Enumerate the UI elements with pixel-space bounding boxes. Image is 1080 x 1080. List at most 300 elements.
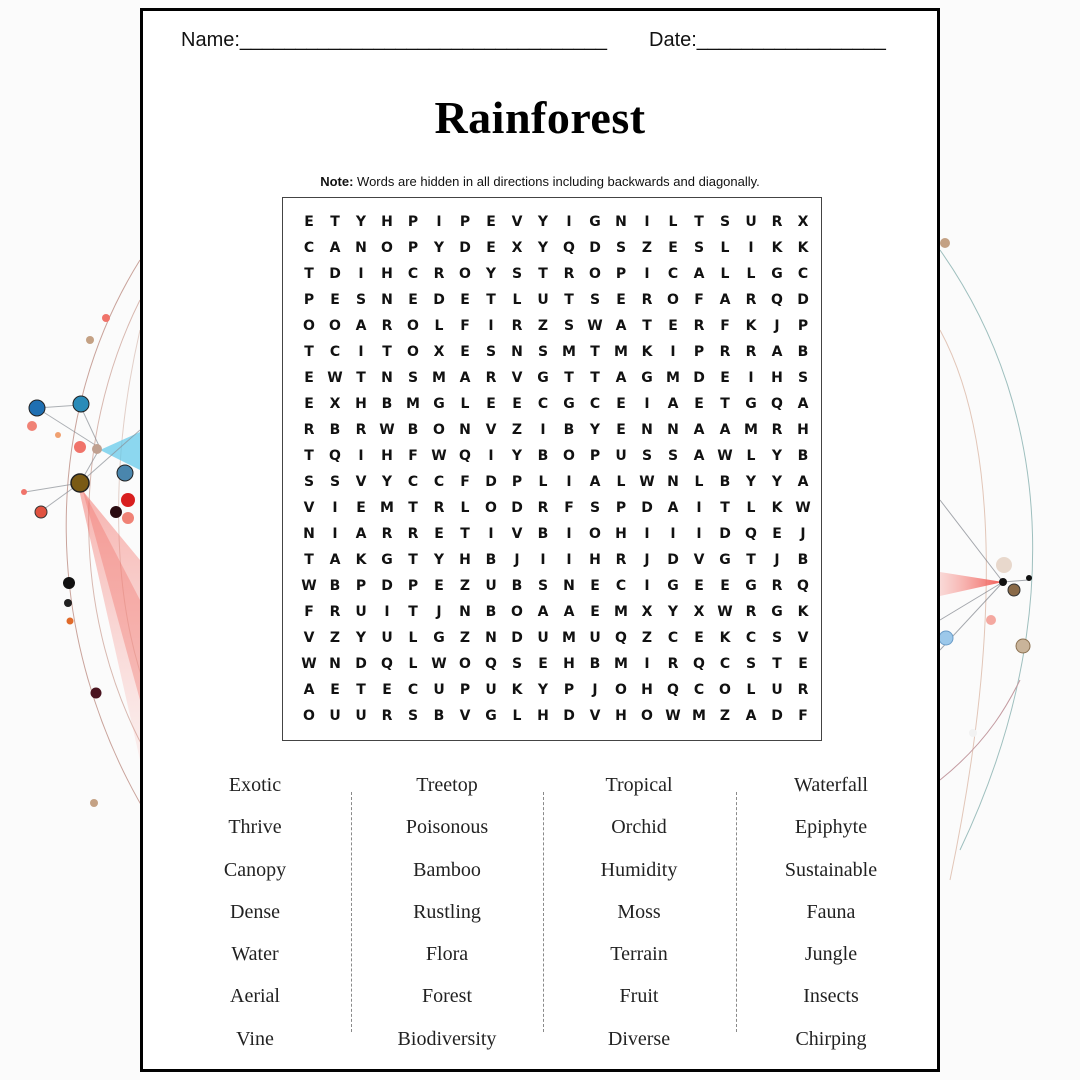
grid-letter[interactable]: Y xyxy=(433,552,445,568)
grid-letter[interactable]: L xyxy=(512,292,522,308)
grid-letter[interactable]: R xyxy=(433,266,445,282)
grid-letter[interactable]: I xyxy=(358,448,364,464)
grid-letter[interactable]: Q xyxy=(485,656,497,672)
grid-letter[interactable]: R xyxy=(303,422,315,438)
grid-letter[interactable]: A xyxy=(589,474,601,490)
grid-letter[interactable]: P xyxy=(355,578,367,594)
grid-letter[interactable]: D xyxy=(589,240,601,256)
grid-letter[interactable]: C xyxy=(667,630,679,646)
grid-letter[interactable]: E xyxy=(304,370,314,386)
grid-letter[interactable]: G xyxy=(433,630,445,646)
grid-letter[interactable]: L xyxy=(746,682,756,698)
grid-letter[interactable]: E xyxy=(616,292,626,308)
grid-letter[interactable]: Z xyxy=(511,422,523,438)
grid-letter[interactable]: R xyxy=(407,526,419,542)
grid-letter[interactable]: R xyxy=(563,266,575,282)
grid-letter[interactable]: P xyxy=(563,682,575,698)
grid-letter[interactable]: A xyxy=(693,266,705,282)
grid-letter[interactable]: H xyxy=(381,214,393,230)
grid-letter[interactable]: A xyxy=(329,240,341,256)
grid-letter[interactable]: O xyxy=(589,526,601,542)
grid-letter[interactable]: J xyxy=(592,682,598,698)
grid-letter[interactable]: I xyxy=(696,500,702,516)
grid-letter[interactable]: C xyxy=(407,682,419,698)
grid-letter[interactable]: T xyxy=(330,214,340,230)
grid-letter[interactable]: S xyxy=(407,708,419,724)
grid-letter[interactable]: P xyxy=(511,474,523,490)
grid-letter[interactable]: S xyxy=(641,448,653,464)
grid-letter[interactable]: C xyxy=(329,344,341,360)
grid-letter[interactable]: Y xyxy=(537,682,549,698)
grid-letter[interactable]: W xyxy=(379,422,395,438)
grid-letter[interactable]: J xyxy=(514,552,520,568)
grid-letter[interactable]: B xyxy=(485,552,497,568)
grid-letter[interactable]: G xyxy=(771,604,783,620)
grid-letter[interactable]: T xyxy=(408,500,418,516)
grid-letter[interactable]: A xyxy=(615,318,627,334)
grid-letter[interactable]: J xyxy=(800,526,806,542)
grid-letter[interactable]: T xyxy=(356,370,366,386)
grid-letter[interactable]: A xyxy=(355,318,367,334)
grid-letter[interactable]: N xyxy=(303,526,315,542)
grid-letter[interactable]: S xyxy=(693,240,705,256)
grid-letter[interactable]: F xyxy=(694,292,704,308)
grid-letter[interactable]: Y xyxy=(355,630,367,646)
grid-letter[interactable]: E xyxy=(330,292,340,308)
grid-letter[interactable]: S xyxy=(355,292,367,308)
grid-letter[interactable]: U xyxy=(745,214,757,230)
grid-letter[interactable]: S xyxy=(589,292,601,308)
grid-letter[interactable]: M xyxy=(614,604,628,620)
grid-letter[interactable]: G xyxy=(589,214,601,230)
grid-letter[interactable]: D xyxy=(771,708,783,724)
grid-letter[interactable]: R xyxy=(745,344,757,360)
grid-letter[interactable]: E xyxy=(460,344,470,360)
grid-letter[interactable]: W xyxy=(587,318,603,334)
grid-letter[interactable]: Z xyxy=(459,630,471,646)
grid-letter[interactable]: Y xyxy=(511,448,523,464)
grid-letter[interactable]: E xyxy=(720,370,730,386)
grid-letter[interactable]: A xyxy=(745,708,757,724)
grid-letter[interactable]: E xyxy=(486,240,496,256)
grid-letter[interactable]: W xyxy=(301,578,317,594)
grid-letter[interactable]: E xyxy=(590,578,600,594)
grid-letter[interactable]: U xyxy=(355,604,367,620)
grid-letter[interactable]: G xyxy=(537,370,549,386)
grid-letter[interactable]: I xyxy=(488,448,494,464)
grid-letter[interactable]: E xyxy=(486,214,496,230)
grid-letter[interactable]: H xyxy=(459,552,471,568)
grid-letter[interactable]: E xyxy=(668,318,678,334)
grid-letter[interactable]: C xyxy=(745,630,757,646)
grid-letter[interactable]: E xyxy=(486,396,496,412)
grid-letter[interactable]: G xyxy=(719,552,731,568)
grid-letter[interactable]: T xyxy=(564,370,574,386)
grid-letter[interactable]: Y xyxy=(355,214,367,230)
grid-letter[interactable]: Y xyxy=(381,474,393,490)
grid-letter[interactable]: N xyxy=(381,370,393,386)
grid-letter[interactable]: R xyxy=(771,578,783,594)
grid-letter[interactable]: C xyxy=(589,396,601,412)
grid-letter[interactable]: V xyxy=(511,214,523,230)
grid-letter[interactable]: C xyxy=(719,656,731,672)
grid-letter[interactable]: U xyxy=(355,708,367,724)
grid-letter[interactable]: S xyxy=(797,370,809,386)
grid-letter[interactable]: T xyxy=(642,318,652,334)
grid-letter[interactable]: Y xyxy=(589,422,601,438)
grid-letter[interactable]: F xyxy=(798,708,808,724)
grid-letter[interactable]: I xyxy=(358,266,364,282)
grid-letter[interactable]: S xyxy=(511,656,523,672)
grid-letter[interactable]: H xyxy=(563,656,575,672)
grid-letter[interactable]: Q xyxy=(459,448,471,464)
grid-letter[interactable]: W xyxy=(795,500,811,516)
grid-letter[interactable]: E xyxy=(460,292,470,308)
grid-letter[interactable]: J xyxy=(644,552,650,568)
grid-letter[interactable]: I xyxy=(566,214,572,230)
grid-letter[interactable]: O xyxy=(563,448,575,464)
grid-letter[interactable]: R xyxy=(719,344,731,360)
grid-letter[interactable]: L xyxy=(720,240,730,256)
grid-letter[interactable]: T xyxy=(538,266,548,282)
grid-letter[interactable]: W xyxy=(431,448,447,464)
grid-letter[interactable]: V xyxy=(589,708,601,724)
grid-letter[interactable]: B xyxy=(537,448,549,464)
grid-letter[interactable]: D xyxy=(563,708,575,724)
grid-letter[interactable]: N xyxy=(329,656,341,672)
grid-letter[interactable]: D xyxy=(693,370,705,386)
grid-letter[interactable]: C xyxy=(615,578,627,594)
grid-letter[interactable]: V xyxy=(459,708,471,724)
grid-letter[interactable]: B xyxy=(797,344,809,360)
grid-letter[interactable]: G xyxy=(563,396,575,412)
grid-letter[interactable]: T xyxy=(564,292,574,308)
grid-letter[interactable]: T xyxy=(356,682,366,698)
grid-letter[interactable]: C xyxy=(407,474,419,490)
grid-letter[interactable]: Q xyxy=(745,526,757,542)
grid-letter[interactable]: P xyxy=(459,682,471,698)
grid-letter[interactable]: N xyxy=(667,422,679,438)
grid-letter[interactable]: V xyxy=(693,552,705,568)
grid-letter[interactable]: W xyxy=(639,474,655,490)
grid-letter[interactable]: E xyxy=(694,396,704,412)
grid-letter[interactable]: S xyxy=(303,474,315,490)
grid-letter[interactable]: T xyxy=(408,552,418,568)
grid-letter[interactable]: Y xyxy=(771,474,783,490)
grid-letter[interactable]: A xyxy=(667,500,679,516)
grid-letter[interactable]: G xyxy=(771,266,783,282)
grid-letter[interactable]: C xyxy=(693,682,705,698)
grid-letter[interactable]: J xyxy=(436,604,442,620)
grid-letter[interactable]: R xyxy=(381,318,393,334)
grid-letter[interactable]: C xyxy=(303,240,315,256)
grid-letter[interactable]: Y xyxy=(745,474,757,490)
grid-letter[interactable]: D xyxy=(485,474,497,490)
grid-letter[interactable]: R xyxy=(433,500,445,516)
grid-letter[interactable]: R xyxy=(615,552,627,568)
grid-letter[interactable]: O xyxy=(329,318,341,334)
grid-letter[interactable]: D xyxy=(719,526,731,542)
grid-letter[interactable]: B xyxy=(537,526,549,542)
grid-letter[interactable]: T xyxy=(382,344,392,360)
grid-letter[interactable]: P xyxy=(693,344,705,360)
grid-letter[interactable]: U xyxy=(589,630,601,646)
grid-letter[interactable]: V xyxy=(797,630,809,646)
grid-letter[interactable]: N xyxy=(381,292,393,308)
grid-letter[interactable]: R xyxy=(355,422,367,438)
grid-letter[interactable]: I xyxy=(748,370,754,386)
grid-letter[interactable]: S xyxy=(771,630,783,646)
grid-letter[interactable]: H xyxy=(589,552,601,568)
grid-letter[interactable]: R xyxy=(641,292,653,308)
grid-letter[interactable]: G xyxy=(485,708,497,724)
grid-letter[interactable]: T xyxy=(408,604,418,620)
grid-letter[interactable]: R xyxy=(693,318,705,334)
grid-letter[interactable]: N xyxy=(459,422,471,438)
grid-letter[interactable]: L xyxy=(512,708,522,724)
grid-letter[interactable]: E xyxy=(304,396,314,412)
grid-letter[interactable]: R xyxy=(771,214,783,230)
grid-letter[interactable]: X xyxy=(641,604,653,620)
grid-letter[interactable]: L xyxy=(434,318,444,334)
grid-letter[interactable]: R xyxy=(745,292,757,308)
grid-letter[interactable]: W xyxy=(717,604,733,620)
grid-letter[interactable]: N xyxy=(667,474,679,490)
grid-letter[interactable]: E xyxy=(694,578,704,594)
grid-letter[interactable]: E xyxy=(772,526,782,542)
grid-letter[interactable]: R xyxy=(511,318,523,334)
grid-letter[interactable]: I xyxy=(566,552,572,568)
grid-letter[interactable]: O xyxy=(719,682,731,698)
grid-letter[interactable]: I xyxy=(644,396,650,412)
grid-letter[interactable]: S xyxy=(667,448,679,464)
grid-letter[interactable]: Q xyxy=(771,396,783,412)
grid-letter[interactable]: A xyxy=(303,682,315,698)
grid-letter[interactable]: W xyxy=(301,656,317,672)
grid-letter[interactable]: K xyxy=(719,630,731,646)
grid-letter[interactable]: Z xyxy=(459,578,471,594)
grid-letter[interactable]: R xyxy=(485,370,497,386)
grid-letter[interactable]: P xyxy=(407,214,419,230)
grid-letter[interactable]: O xyxy=(407,344,419,360)
grid-letter[interactable]: J xyxy=(774,552,780,568)
grid-letter[interactable]: K xyxy=(745,318,757,334)
grid-letter[interactable]: R xyxy=(667,656,679,672)
grid-letter[interactable]: W xyxy=(717,448,733,464)
grid-letter[interactable]: H xyxy=(641,682,653,698)
grid-letter[interactable]: O xyxy=(641,708,653,724)
grid-letter[interactable]: H xyxy=(615,526,627,542)
grid-letter[interactable]: U xyxy=(381,630,393,646)
grid-letter[interactable]: H xyxy=(615,708,627,724)
grid-letter[interactable]: R xyxy=(771,422,783,438)
grid-letter[interactable]: O xyxy=(511,604,523,620)
grid-letter[interactable]: V xyxy=(485,422,497,438)
grid-letter[interactable]: R xyxy=(381,526,393,542)
grid-letter[interactable]: K xyxy=(771,240,783,256)
grid-letter[interactable]: L xyxy=(616,474,626,490)
grid-letter[interactable]: N xyxy=(459,604,471,620)
grid-letter[interactable]: T xyxy=(720,396,730,412)
grid-letter[interactable]: J xyxy=(774,318,780,334)
grid-letter[interactable]: N xyxy=(485,630,497,646)
grid-letter[interactable]: I xyxy=(332,500,338,516)
grid-letter[interactable]: T xyxy=(304,344,314,360)
grid-letter[interactable]: O xyxy=(459,656,471,672)
grid-letter[interactable]: U xyxy=(771,682,783,698)
grid-letter[interactable]: I xyxy=(358,344,364,360)
grid-letter[interactable]: A xyxy=(355,526,367,542)
grid-letter[interactable]: P xyxy=(797,318,809,334)
grid-letter[interactable]: K xyxy=(641,344,653,360)
grid-letter[interactable]: P xyxy=(589,448,601,464)
grid-letter[interactable]: A xyxy=(693,448,705,464)
grid-letter[interactable]: Y xyxy=(667,604,679,620)
grid-letter[interactable]: O xyxy=(667,292,679,308)
grid-letter[interactable]: U xyxy=(537,630,549,646)
grid-letter[interactable]: M xyxy=(692,708,706,724)
grid-letter[interactable]: M xyxy=(562,630,576,646)
grid-letter[interactable]: S xyxy=(745,656,757,672)
grid-letter[interactable]: R xyxy=(537,500,549,516)
grid-letter[interactable]: I xyxy=(696,526,702,542)
grid-letter[interactable]: Q xyxy=(797,578,809,594)
grid-letter[interactable]: T xyxy=(772,656,782,672)
grid-letter[interactable]: R xyxy=(745,604,757,620)
grid-letter[interactable]: E xyxy=(668,240,678,256)
grid-letter[interactable]: S xyxy=(485,344,497,360)
grid-letter[interactable]: V xyxy=(303,500,315,516)
name-field[interactable]: Name:_________________________________ xyxy=(181,29,607,51)
grid-letter[interactable]: I xyxy=(566,526,572,542)
grid-letter[interactable]: B xyxy=(797,552,809,568)
grid-letter[interactable]: F xyxy=(564,500,574,516)
letter-grid[interactable] xyxy=(296,209,816,729)
grid-letter[interactable]: N xyxy=(511,344,523,360)
grid-letter[interactable]: S xyxy=(511,266,523,282)
grid-letter[interactable]: Y xyxy=(433,240,445,256)
grid-letter[interactable]: E xyxy=(408,292,418,308)
grid-letter[interactable]: L xyxy=(668,214,678,230)
grid-letter[interactable]: L xyxy=(460,396,470,412)
grid-letter[interactable]: Q xyxy=(615,630,627,646)
grid-letter[interactable]: U xyxy=(485,578,497,594)
grid-letter[interactable]: D xyxy=(511,500,523,516)
grid-letter[interactable]: E xyxy=(434,526,444,542)
grid-letter[interactable]: Y xyxy=(485,266,497,282)
grid-letter[interactable]: X xyxy=(797,214,809,230)
grid-letter[interactable]: M xyxy=(432,370,446,386)
grid-letter[interactable]: S xyxy=(537,344,549,360)
grid-letter[interactable]: U xyxy=(329,708,341,724)
grid-letter[interactable]: Y xyxy=(537,240,549,256)
grid-letter[interactable]: S xyxy=(719,214,731,230)
grid-letter[interactable]: L xyxy=(746,266,756,282)
grid-letter[interactable]: V xyxy=(511,370,523,386)
grid-letter[interactable]: O xyxy=(381,240,393,256)
grid-letter[interactable]: G xyxy=(667,578,679,594)
grid-letter[interactable]: M xyxy=(666,370,680,386)
grid-letter[interactable]: K xyxy=(511,682,523,698)
grid-letter[interactable]: Y xyxy=(537,214,549,230)
grid-letter[interactable]: W xyxy=(665,708,681,724)
grid-letter[interactable]: H xyxy=(381,448,393,464)
grid-letter[interactable]: H xyxy=(771,370,783,386)
grid-letter[interactable]: B xyxy=(563,422,575,438)
grid-letter[interactable]: I xyxy=(670,344,676,360)
grid-letter[interactable]: R xyxy=(797,682,809,698)
grid-letter[interactable]: L xyxy=(538,474,548,490)
grid-letter[interactable]: I xyxy=(488,318,494,334)
grid-letter[interactable]: A xyxy=(615,370,627,386)
grid-letter[interactable]: T xyxy=(720,500,730,516)
grid-letter[interactable]: O xyxy=(407,318,419,334)
grid-letter[interactable]: E xyxy=(590,604,600,620)
grid-letter[interactable]: E xyxy=(798,656,808,672)
grid-letter[interactable]: I xyxy=(488,526,494,542)
grid-letter[interactable]: I xyxy=(436,214,442,230)
grid-letter[interactable]: L xyxy=(694,474,704,490)
grid-letter[interactable]: D xyxy=(381,578,393,594)
grid-letter[interactable]: E xyxy=(382,682,392,698)
grid-letter[interactable]: E xyxy=(694,630,704,646)
grid-letter[interactable]: I xyxy=(332,526,338,542)
grid-letter[interactable]: M xyxy=(744,422,758,438)
grid-letter[interactable]: I xyxy=(384,604,390,620)
grid-letter[interactable]: A xyxy=(693,422,705,438)
grid-letter[interactable]: A xyxy=(537,604,549,620)
grid-letter[interactable]: Q xyxy=(381,656,393,672)
grid-letter[interactable]: D xyxy=(797,292,809,308)
grid-letter[interactable]: F xyxy=(460,474,470,490)
grid-letter[interactable]: S xyxy=(589,500,601,516)
grid-letter[interactable]: Q xyxy=(329,448,341,464)
grid-letter[interactable]: I xyxy=(644,266,650,282)
grid-letter[interactable]: Q xyxy=(771,292,783,308)
grid-letter[interactable]: M xyxy=(406,396,420,412)
grid-letter[interactable]: S xyxy=(615,240,627,256)
grid-letter[interactable]: D xyxy=(329,266,341,282)
grid-letter[interactable]: M xyxy=(614,656,628,672)
grid-letter[interactable]: O xyxy=(303,708,315,724)
grid-letter[interactable]: W xyxy=(431,656,447,672)
grid-letter[interactable]: H xyxy=(381,266,393,282)
grid-letter[interactable]: A xyxy=(667,396,679,412)
grid-letter[interactable]: O xyxy=(459,266,471,282)
grid-letter[interactable]: Z xyxy=(719,708,731,724)
grid-letter[interactable]: K xyxy=(355,552,367,568)
grid-letter[interactable]: E xyxy=(330,682,340,698)
grid-letter[interactable]: G xyxy=(745,578,757,594)
grid-letter[interactable]: S xyxy=(407,370,419,386)
grid-letter[interactable]: A xyxy=(771,344,783,360)
grid-letter[interactable]: I xyxy=(540,552,546,568)
grid-letter[interactable]: E xyxy=(538,656,548,672)
grid-letter[interactable]: F xyxy=(408,448,418,464)
grid-letter[interactable]: T xyxy=(746,552,756,568)
grid-letter[interactable]: N xyxy=(641,422,653,438)
grid-letter[interactable]: I xyxy=(644,656,650,672)
grid-letter[interactable]: C xyxy=(537,396,549,412)
grid-letter[interactable]: P xyxy=(407,578,419,594)
grid-letter[interactable]: V xyxy=(511,526,523,542)
grid-letter[interactable]: T xyxy=(304,266,314,282)
grid-letter[interactable]: N xyxy=(563,578,575,594)
grid-letter[interactable]: S xyxy=(563,318,575,334)
grid-letter[interactable]: E xyxy=(616,422,626,438)
grid-letter[interactable]: E xyxy=(356,500,366,516)
grid-letter[interactable]: A xyxy=(719,292,731,308)
